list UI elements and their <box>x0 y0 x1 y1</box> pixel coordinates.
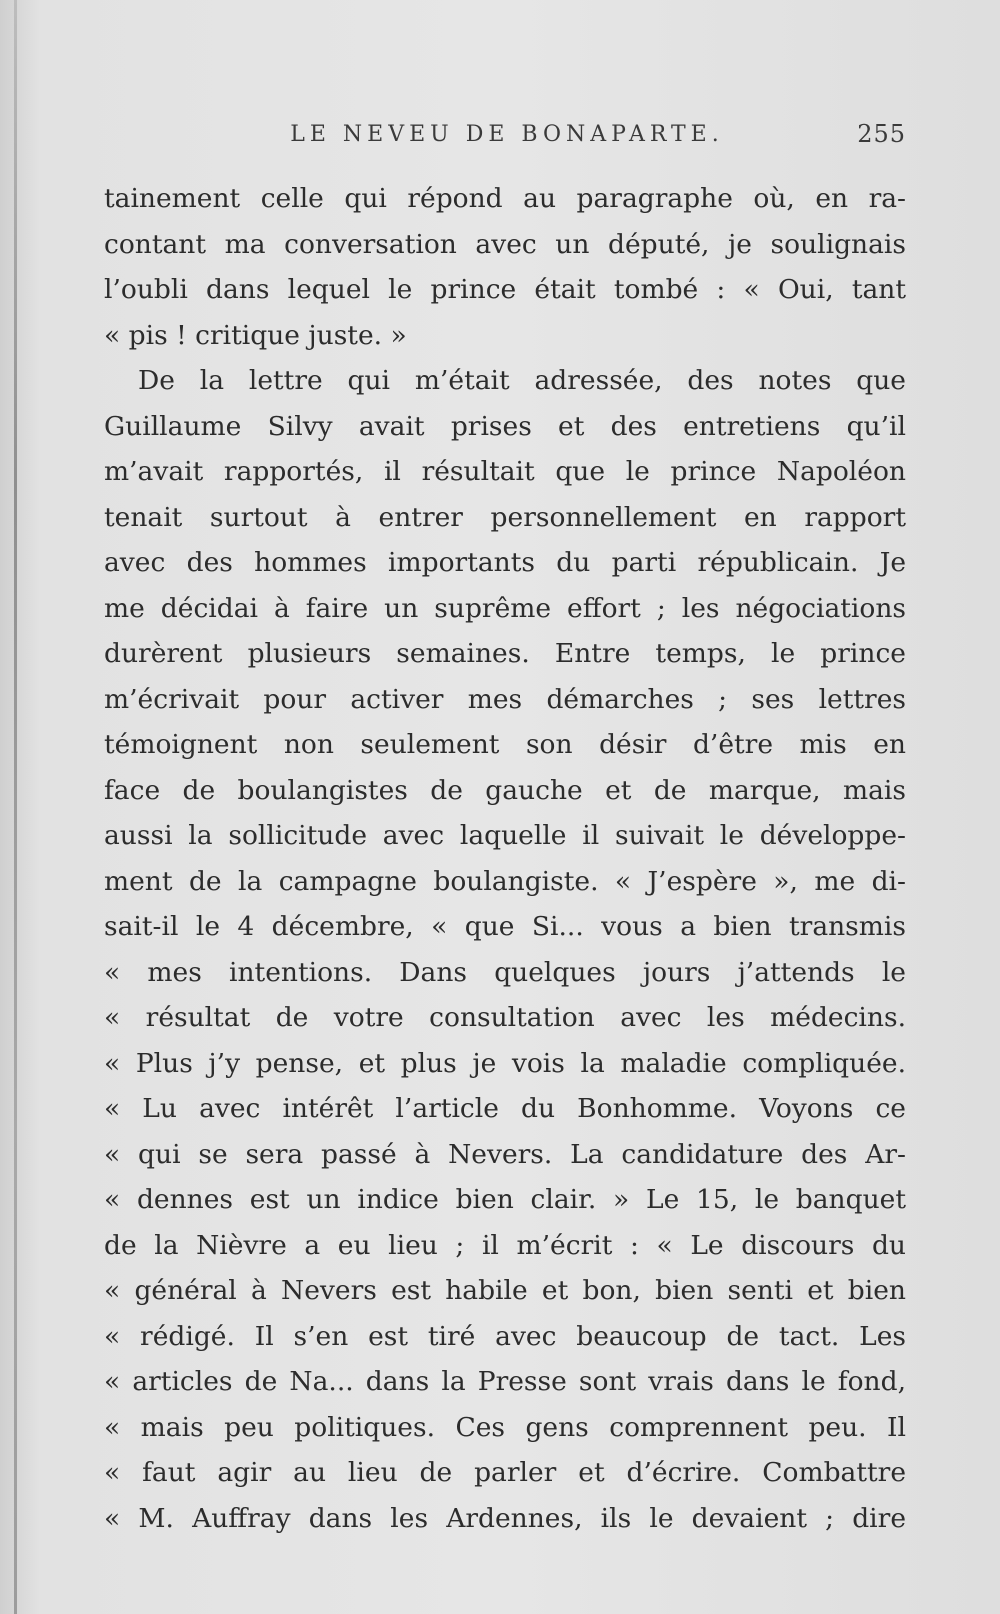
text-line: « résultat de votre consultation avec les médecins. <box>104 1002 906 1033</box>
text-line: aussi la sollicitude avec laquelle il suivait le développe- <box>104 820 906 851</box>
text-line: me décidai à faire un suprême effort ; les négociations <box>104 592 906 624</box>
text-line: ment de la campagne boulangiste. « J’espère », me di- <box>104 865 906 897</box>
text-line: « M. Auffray dans les Ardennes, ils le devaient ; dire <box>104 1502 906 1534</box>
text-line: « rédigé. Il s’en est tiré avec beaucoup de tact. Les <box>104 1320 906 1352</box>
text-line: « Lu avec intérêt l’article du Bonhomme. Voyons ce <box>104 1093 906 1124</box>
page-number: 255 <box>857 120 906 148</box>
text-line: l’oubli dans lequel le prince était tombé : « Oui, tant <box>104 274 906 305</box>
body-text <box>104 176 906 1541</box>
running-title: LE NEVEU DE BONAPARTE. <box>290 122 724 147</box>
text-line: « dennes est un indice bien clair. » Le 15, le banquet <box>104 1184 906 1215</box>
text-line: m’écrivait pour activer mes démarches ; ses lettres <box>104 683 906 715</box>
text-line: tenait surtout à entrer personnellement en rapport <box>104 501 906 533</box>
text-line: tainement celle qui répond au paragraphe où, en ra- <box>104 183 906 214</box>
text-line: « pis ! critique juste. » <box>104 319 407 351</box>
text-line: témoignent non seulement son désir d’être mis en <box>104 729 906 760</box>
text-line: « mais peu politiques. Ces gens comprennent peu. Il <box>104 1411 906 1443</box>
text-line: contant ma conversation avec un député, je soulignais <box>104 228 906 260</box>
text-line: « Plus j’y pense, et plus je vois la maladie compliquée. <box>104 1047 906 1079</box>
text-line: « qui se sera passé à Nevers. La candidature des Ar- <box>104 1138 906 1170</box>
text-line: « mes intentions. Dans quelques jours j’attends le <box>104 956 906 988</box>
text-line: de la Nièvre a eu lieu ; il m’écrit : « Le discours du <box>104 1229 906 1261</box>
text-line: sait-il le 4 décembre, « que Si... vous a bien transmis <box>104 911 906 942</box>
text-line: avec des hommes importants du parti républicain. Je <box>104 547 906 578</box>
text-line: m’avait rapportés, il résultait que le prince Napoléon <box>104 456 906 487</box>
text-line: De la lettre qui m’était adressée, des notes que <box>138 365 906 396</box>
text-line: face de boulangistes de gauche et de marque, mais <box>104 774 906 806</box>
text-line: « général à Nevers est habile et bon, bien senti et bien <box>104 1275 906 1306</box>
page-binding-edge <box>14 0 17 1614</box>
text-line: « faut agir au lieu de parler et d’écrire. Combattre <box>104 1457 906 1488</box>
text-line: durèrent plusieurs semaines. Entre temps, le prince <box>104 638 906 669</box>
text-line: Guillaume Silvy avait prises et des entretiens qu’il <box>104 410 906 442</box>
running-head <box>108 116 906 156</box>
text-line: « articles de Na... dans la Presse sont vrais dans le fond, <box>104 1366 906 1397</box>
